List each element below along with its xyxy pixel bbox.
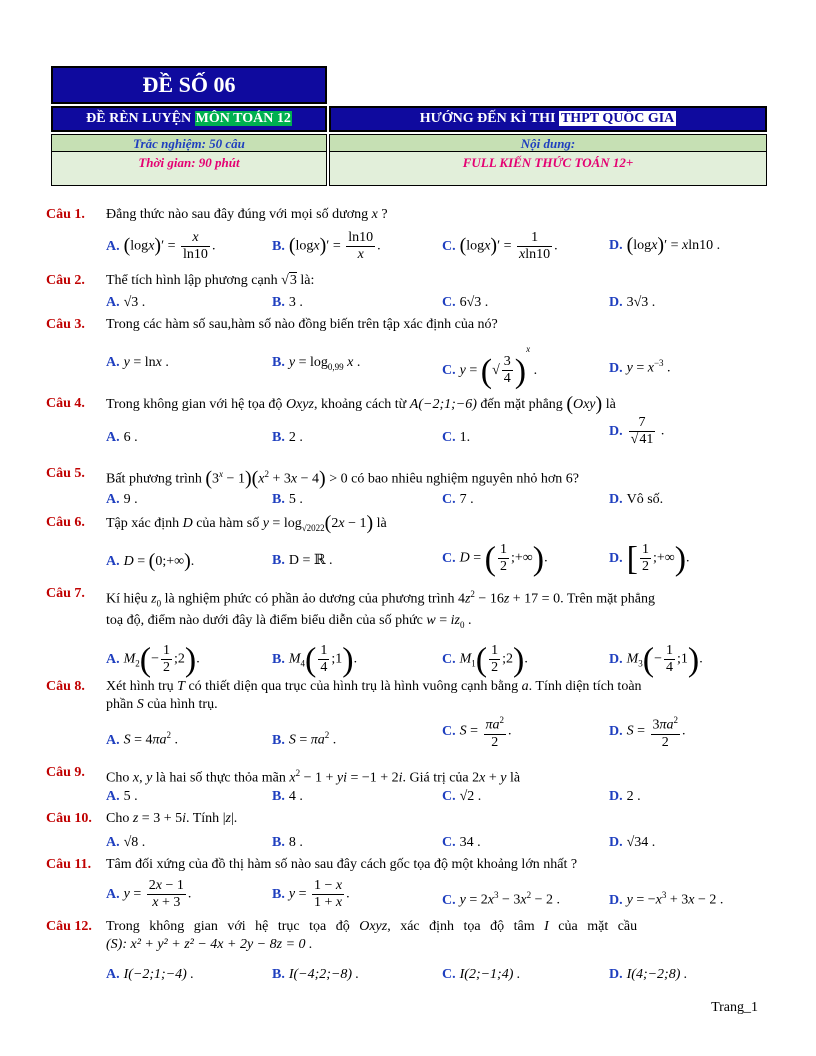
question-number: Câu 7. (46, 586, 85, 601)
option-c[interactable]: C. $y = 2x^3 - 3x^2 - 2$ . (442, 890, 560, 908)
answer-options (106, 788, 766, 804)
option-a[interactable]: A. y = lnx . (106, 355, 169, 370)
question-text: Trong các hàm số sau,hàm số nào đồng biến trên tập xác định của nó? (106, 317, 498, 332)
option-b[interactable]: B. I(−4;2;−8) . (272, 967, 360, 982)
question-text: Tâm đối xứng của đồ thị hàm số nào sau đây cách gốc tọa độ một khoảng lớn nhất ? (106, 857, 578, 872)
option-b[interactable]: B. 2 . (272, 430, 303, 445)
question-number: Câu 10. (46, 811, 92, 826)
option-a[interactable]: A. 9 . (106, 492, 138, 507)
option-c[interactable]: C. S = $\frac{\pi a^2}{2}$ . (442, 712, 512, 751)
question-number: Câu 8. (46, 679, 85, 694)
quiz-info: Trắc nghiệm: 50 câu (51, 134, 327, 152)
question-text: Xét hình trụ T có thiết diện qua trục của hình trụ là hình vuông cạnh bằng a. Tính diện tích toàn phần S của hình trụ. (106, 679, 642, 712)
option-a[interactable]: A. D = (0;+∞). (106, 550, 195, 572)
option-d[interactable]: D. √34 . (609, 835, 656, 850)
question-text: Đẳng thức nào sau đây đúng với mọi số dương x ? (106, 207, 388, 222)
question-text: Trong không gian với hệ tọa độ Oxyz, khoảng cách từ A(−2;1;−6) đến mặt phẳng (Oxy) là (106, 393, 616, 415)
option-d[interactable]: D. $\frac{7}{√41}$ . (609, 415, 665, 447)
option-c[interactable]: C. 34 . (442, 835, 481, 850)
question-number: Câu 5. (46, 466, 85, 481)
answer-options (106, 294, 766, 310)
option-c[interactable]: C. $M_1$( $\frac{1}{2}$ ;2). (442, 641, 528, 679)
question-text: Bất phương trình $(3^x - 1)(x^2 + 3x - 4) > 0$ có bao nhiêu nghiệm nguyên nhỏ hơn 6? (106, 467, 579, 490)
option-a[interactable]: A. $S = 4\pi a^2$ . (106, 730, 179, 748)
question-number: Câu 1. (46, 207, 85, 222)
option-a[interactable]: A. I(−2;1;−4) . (106, 967, 194, 982)
question-text: Tập xác định D của hàm số $y = \log_{√2022}(2x - 1)$ là (106, 512, 387, 534)
option-b[interactable]: B. D = ℝ . (272, 553, 333, 568)
answer-options (106, 230, 766, 262)
question-number: Câu 9. (46, 765, 85, 780)
question-text: Cho x, y là hai số thực thỏa mãn $x^2 - 1$ + yi = −1 + 2i. Giá trị của 2x + y là (106, 768, 521, 786)
question-number: Câu 12. (46, 919, 92, 934)
option-d[interactable]: D. 3√3 . (609, 295, 656, 310)
option-d[interactable]: D. [ $\frac{1}{2}$ ;+∞). (609, 540, 690, 578)
option-b[interactable]: B. y = $\frac{1 - x}{1 + x}$ . (272, 878, 350, 910)
option-d[interactable]: D. (logx)′ = xln10 . (609, 234, 721, 256)
option-d[interactable]: D. I(4;−2;8) . (609, 967, 688, 982)
option-d[interactable]: D. S = $\frac{3\pi a^2}{2}$ . (609, 712, 686, 751)
option-d[interactable]: D. $M_3(-$ $\frac{1}{4}$ ;1). (609, 641, 703, 679)
option-d[interactable]: D. 2 . (609, 789, 641, 804)
option-a[interactable]: A. $M_2(-$ $\frac{1}{2}$ ;2). (106, 641, 200, 679)
option-c[interactable]: C. 7 . (442, 492, 474, 507)
option-a[interactable]: A. y = $\frac{2x - 1}{x + 3}$ . (106, 878, 192, 910)
exam-title: ĐỀ SỐ 06 (51, 66, 327, 104)
option-c[interactable]: C. y = (√ $\frac{3}{4}$ )$^x$ . (442, 344, 538, 390)
option-a[interactable]: A. √3 . (106, 295, 146, 310)
question-number: Câu 3. (46, 317, 85, 332)
option-b[interactable]: B. $y = \log_{0,99} x$ . (272, 355, 361, 372)
option-c[interactable]: C. 1. (442, 430, 471, 445)
option-a[interactable]: A. 5 . (106, 789, 138, 804)
option-c[interactable]: C. I(2;−1;4) . (442, 967, 521, 982)
question-number: Câu 2. (46, 273, 85, 288)
answer-options (106, 715, 766, 750)
option-b[interactable]: B. 8 . (272, 835, 303, 850)
option-b[interactable]: B. 5 . (272, 492, 303, 507)
question-text: Thể tích hình lập phương cạnh √3 là: (106, 273, 315, 288)
question-number: Câu 6. (46, 515, 85, 530)
target-prefix: HƯỚNG ĐẾN KÌ THI (419, 111, 559, 126)
option-d[interactable]: D. $y = -x^3 + 3x - 2$ . (609, 890, 724, 908)
answer-options (106, 641, 766, 679)
option-d[interactable]: D. Vô số. (609, 492, 664, 507)
content-label: Nội dung: (329, 134, 767, 152)
time-info: Thời gian: 90 phút (51, 152, 327, 186)
answer-options (106, 540, 766, 578)
page-number: Trang_1 (711, 1000, 758, 1015)
question-text: Trong không gian với hệ trục tọa độ Oxyz, xác định tọa độ tâm I của mặt cầu (S): x² + y² + z² − 4x + 2y − 8z = 0 . (106, 919, 638, 952)
option-b[interactable]: B. $S = \pi a^2$ . (272, 730, 337, 748)
option-b[interactable]: B. 4 . (272, 789, 303, 804)
option-a[interactable]: A. (logx)′ = $\frac{x}{\ln 10}$ . (106, 230, 216, 262)
answer-options (106, 491, 766, 507)
option-b[interactable]: B. (logx)′ = $\frac{\ln 10}{x}$ . (272, 230, 381, 262)
question-text: Cho z = 3 + 5i. Tính |z|. (106, 811, 238, 826)
option-c[interactable]: C. D = ( $\frac{1}{2}$ ;+∞). (442, 540, 548, 578)
option-a[interactable]: A. 6 . (106, 430, 138, 445)
option-a[interactable]: A. √8 . (106, 835, 146, 850)
subject-banner (51, 106, 327, 132)
option-b[interactable]: B. 3 . (272, 295, 303, 310)
question-number: Câu 11. (46, 857, 92, 872)
option-c[interactable]: C. (logx)′ = $\frac{1}{xln10}$ . (442, 230, 558, 262)
question-text: Kí hiệu $z_0$ là nghiệm phức có phần ảo dương của phương trình $4z^2 - 16z + 17 = 0$. Trên mặt phẳng toạ độ, điểm nào dưới đây là điểm biểu diễn của số phức $w = iz_0$ . (106, 589, 655, 631)
answer-options (106, 966, 766, 982)
content-value: FULL KIẾN THỨC TOÁN 12+ (329, 152, 767, 186)
option-d[interactable]: D. $y = x^{-3}$ . (609, 358, 671, 376)
option-b[interactable]: B. $M_4$( $\frac{1}{4}$ ;1). (272, 641, 358, 679)
answer-options (106, 878, 766, 910)
subject-prefix: ĐỀ RÈN LUYỆN (86, 111, 195, 126)
option-c[interactable]: C. 6√3 . (442, 295, 489, 310)
answer-options (106, 415, 766, 447)
subject-highlight: MÔN TOÁN 12 (195, 111, 291, 126)
exam-target-banner (329, 106, 767, 132)
question-number: Câu 4. (46, 396, 85, 411)
answer-options (106, 344, 766, 390)
option-c[interactable]: C. √2 . (442, 789, 482, 804)
answer-options (106, 834, 766, 850)
target-highlight: THPT QUỐC GIA (560, 111, 675, 126)
